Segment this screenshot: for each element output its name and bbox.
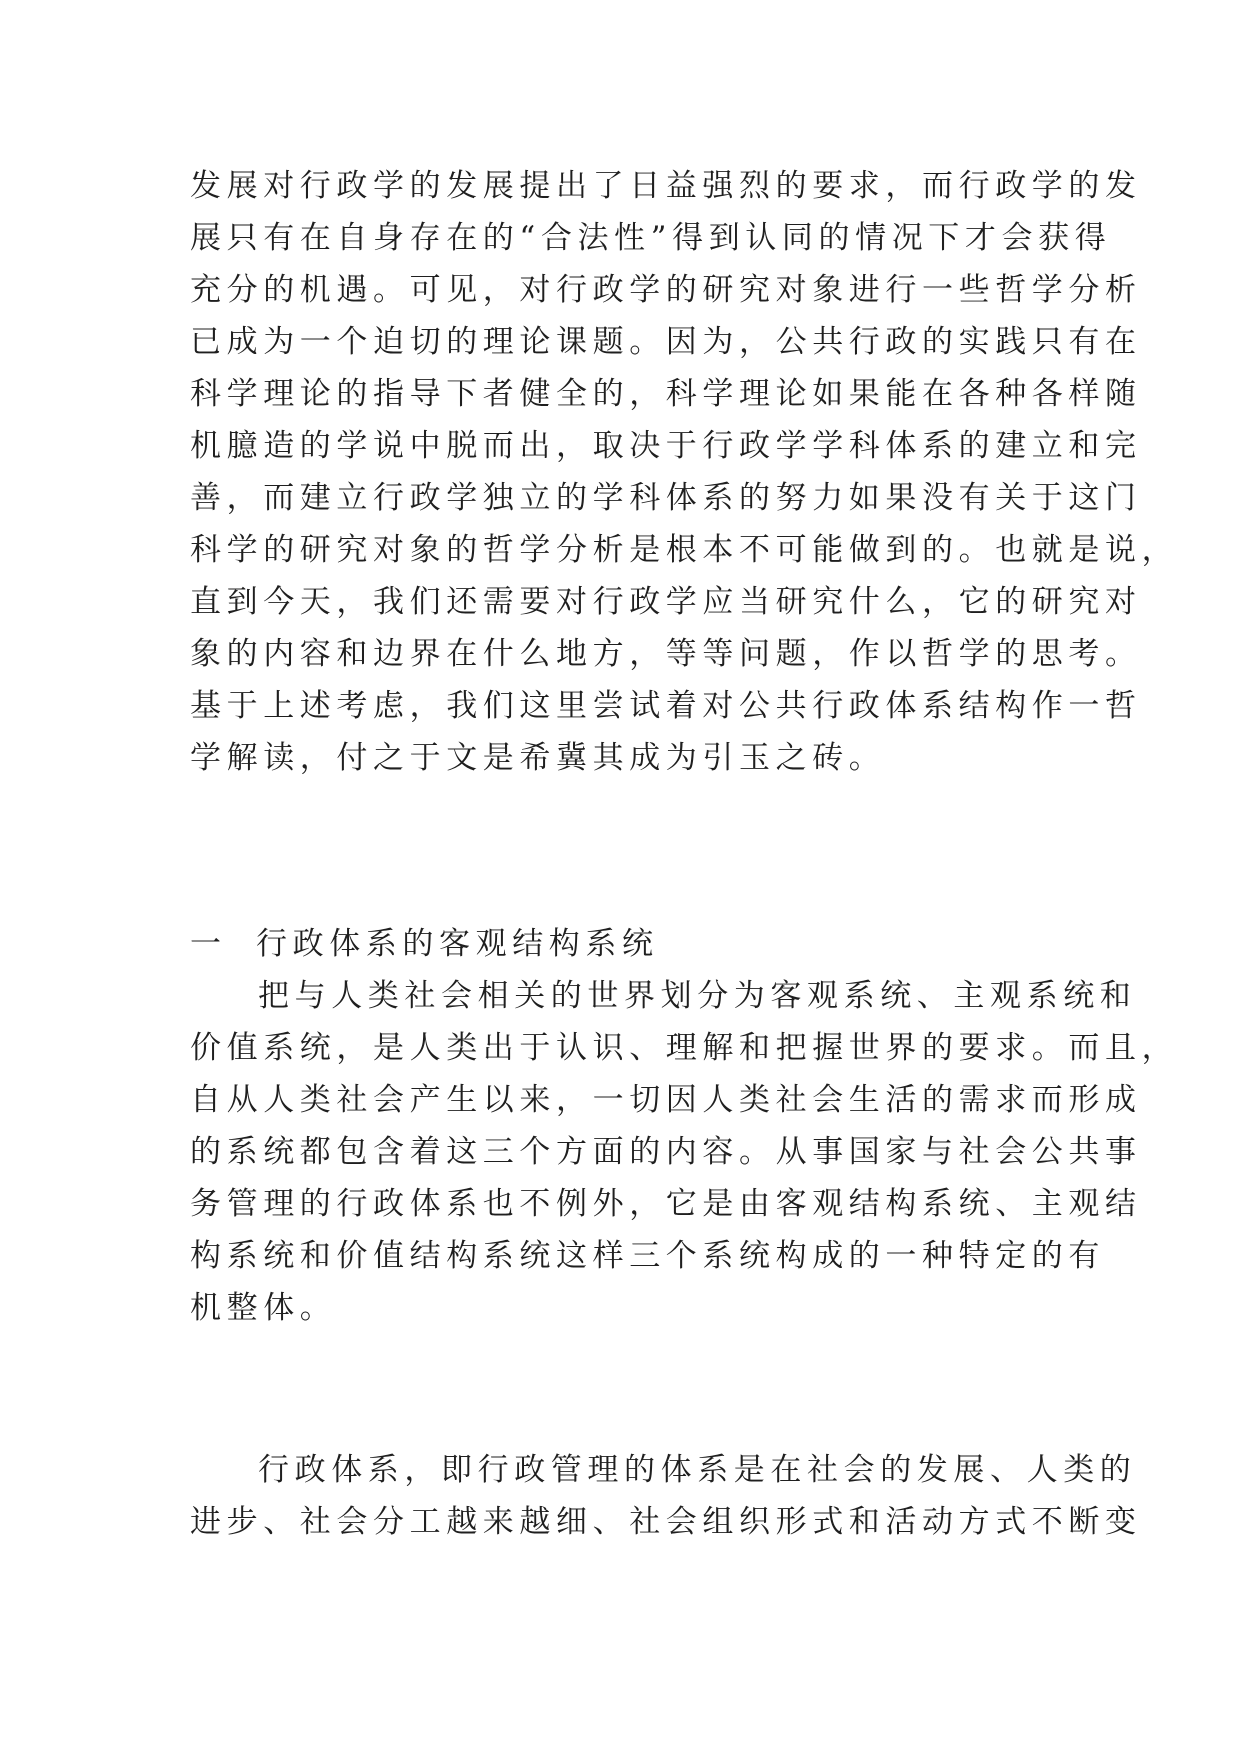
text-line: 价值系统，是人类出于认识、理解和把握世界的要求。而且， <box>190 1030 1179 1066</box>
section-one <box>190 918 1179 1334</box>
text-line: 的系统都包含着这三个方面的内容。从事国家与社会公共事 <box>190 1134 1142 1170</box>
text-line: 学解读，付之于文是希冀其成为引玉之砖。 <box>190 740 886 776</box>
section-title: 行政体系的客观结构系统 <box>256 926 659 962</box>
section-number: 一 <box>190 926 227 962</box>
text-line: 充分的机遇。可见，对行政学的研究对象进行一些哲学分析 <box>190 272 1142 308</box>
text-line: 进步、社会分工越来越细、社会组织形式和活动方式不断变 <box>190 1504 1142 1540</box>
text-line: 务管理的行政体系也不例外，它是由客观结构系统、主观结 <box>190 1186 1142 1222</box>
section-heading <box>190 918 1070 970</box>
text-line: 机整体。 <box>190 1290 337 1326</box>
text-line: 构系统和价值结构系统这样三个系统构成的一种特定的有 <box>190 1238 1105 1274</box>
text-line: 科学理论的指导下者健全的，科学理论如果能在各种各样随 <box>190 376 1142 412</box>
text-line: 自从人类社会产生以来，一切因人类社会生活的需求而形成 <box>190 1082 1142 1118</box>
text-line: 展只有在自身存在的“合法性”得到认同的情况下才会获得 <box>190 220 1112 256</box>
text-line: 科学的研究对象的哲学分析是根本不可能做到的。也就是说， <box>190 532 1179 568</box>
text-line: 象的内容和边界在什么地方，等等问题，作以哲学的思考。 <box>190 636 1142 672</box>
text-line: 已成为一个迫切的理论课题。因为，公共行政的实践只有在 <box>190 324 1142 360</box>
text-line: 发展对行政学的发展提出了日益强烈的要求，而行政学的发 <box>190 168 1142 204</box>
text-line: 把与人类社会相关的世界划分为客观系统、主观系统和 <box>258 978 1137 1014</box>
text-line: 直到今天，我们还需要对行政学应当研究什么，它的研究对 <box>190 584 1142 620</box>
text-line: 基于上述考虑，我们这里尝试着对公共行政体系结构作一哲 <box>190 688 1142 724</box>
section-one-paragraph-two <box>190 1444 1142 1548</box>
text-line: 善，而建立行政学独立的学科体系的努力如果没有关于这门 <box>190 480 1142 516</box>
text-line: 机臆造的学说中脱而出，取决于行政学学科体系的建立和完 <box>190 428 1142 464</box>
text-line: 行政体系，即行政管理的体系是在社会的发展、人类的 <box>258 1452 1137 1488</box>
intro-paragraph <box>190 160 1179 784</box>
